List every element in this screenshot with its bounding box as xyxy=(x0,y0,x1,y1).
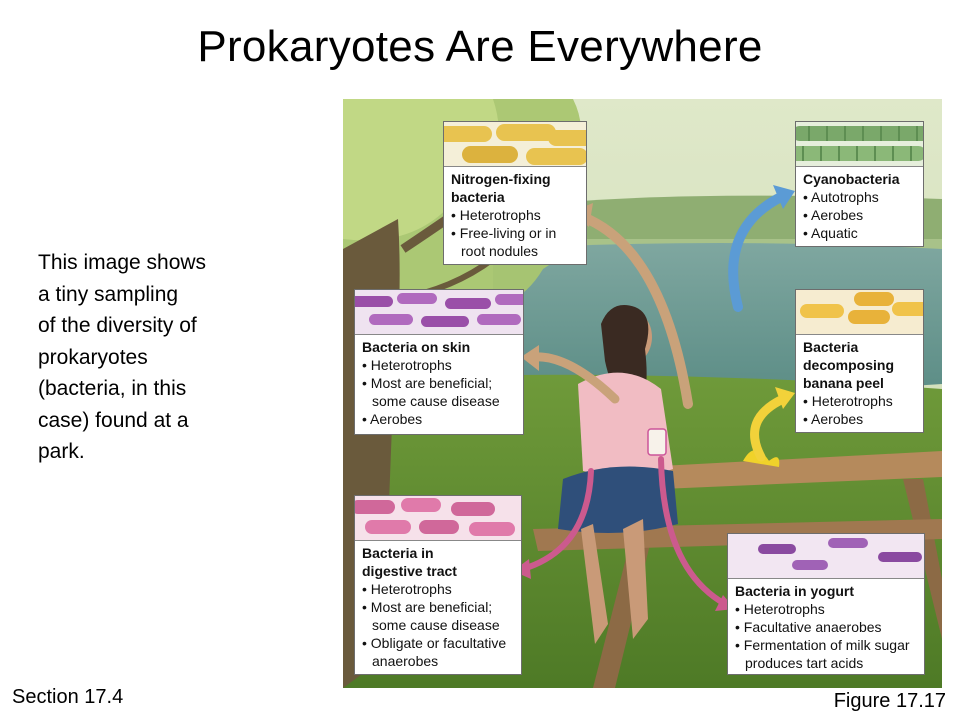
callout-heading: banana peel xyxy=(803,375,884,391)
callout-yogurt xyxy=(727,533,925,675)
bacterium-rod xyxy=(526,148,586,165)
callout-bullet: • Free-living or in root nodules xyxy=(451,224,580,260)
callout-bullet: • Aerobes xyxy=(362,410,517,428)
bacterium-rod xyxy=(496,124,556,141)
callout-heading: Cyanobacteria xyxy=(803,171,900,187)
bacterium-rod xyxy=(355,500,395,514)
callout-bullet: • Autotrophs xyxy=(803,188,917,206)
callout-heading: Bacteria in xyxy=(362,545,434,561)
section-label: Section 17.4 xyxy=(12,686,124,708)
callout-bullet: • Heterotrophs xyxy=(362,580,515,598)
body-line: This image shows xyxy=(38,251,207,274)
callout-heading: Bacteria in yogurt xyxy=(735,583,855,599)
bacterium-rod xyxy=(462,146,518,163)
bacterium-rod xyxy=(445,298,491,309)
callout-heading: decomposing xyxy=(803,357,895,373)
callout-bullet: • Aerobes xyxy=(803,410,917,428)
bacterium-rod xyxy=(892,302,923,316)
callout-bullet: • Obligate or facultative anaerobes xyxy=(362,634,515,670)
bacterium-rod xyxy=(419,520,459,534)
bacterium-rod xyxy=(369,314,413,325)
callout-digestive xyxy=(354,495,522,675)
bacterium-rod xyxy=(792,560,828,570)
slide-title: Prokaryotes Are Everywhere xyxy=(197,22,763,71)
cyano-cells-image xyxy=(796,122,923,167)
bacterium-rod xyxy=(451,502,495,516)
callout-bullet: • Aquatic xyxy=(803,224,917,242)
bacterium-rod xyxy=(401,498,441,512)
callout-cyanobacteria xyxy=(795,121,924,247)
yogurt-cells-image xyxy=(728,534,924,579)
yogurt-cup xyxy=(648,429,666,455)
body-line: (bacteria, in this xyxy=(38,377,187,400)
callout-heading: Bacteria xyxy=(803,339,859,355)
bacterium-rod xyxy=(758,544,796,554)
callout-bullet: • Fermentation of milk sugar produces tart acids xyxy=(735,636,918,672)
callout-nitrogen-fixing xyxy=(443,121,587,265)
callout-skin xyxy=(354,289,524,435)
body-line: of the diversity of xyxy=(38,314,197,337)
banana-cells-image xyxy=(796,290,923,335)
bacterium-rod xyxy=(469,522,515,536)
callout-bullet: • Most are beneficial; some cause disease xyxy=(362,374,517,410)
park-illustration xyxy=(343,99,942,688)
bacterium-rod xyxy=(444,126,492,142)
bacterium-rod xyxy=(878,552,922,562)
bacterium-rod xyxy=(848,310,890,324)
callout-bullet: • Heterotrophs xyxy=(362,356,517,374)
nitrogen-cells-image xyxy=(444,122,586,167)
body-line: a tiny sampling xyxy=(38,282,179,306)
slide-body-text xyxy=(38,247,288,468)
bacterium-rod xyxy=(495,294,523,305)
body-line: case) found at a xyxy=(38,408,189,432)
callout-bullet: • Aerobes xyxy=(803,206,917,224)
bacterium-rod xyxy=(800,304,844,318)
bacterium-rod xyxy=(477,314,521,325)
callout-heading: Bacteria on skin xyxy=(362,339,471,355)
bacterium-rod xyxy=(854,292,894,306)
cyano-chain xyxy=(796,126,923,141)
callout-bullet: • Heterotrophs xyxy=(803,392,917,410)
callout-bullet: • Most are beneficial; some cause disease xyxy=(362,598,515,634)
callout-bullet: • Heterotrophs xyxy=(451,206,580,224)
skin-cells-image xyxy=(355,290,523,335)
bacterium-rod xyxy=(365,520,411,534)
callout-heading: digestive tract xyxy=(362,563,457,579)
body-line: prokaryotes xyxy=(38,345,148,369)
callout-heading: bacteria xyxy=(451,189,505,205)
figure-label: Figure 17.17 xyxy=(833,690,946,712)
callout-heading: Nitrogen-fixing xyxy=(451,171,551,187)
bacterium-rod xyxy=(355,296,393,307)
digestive-cells-image xyxy=(355,496,521,541)
callout-bullet: • Heterotrophs xyxy=(735,600,918,618)
callout-banana xyxy=(795,289,924,433)
cyano-chain xyxy=(796,146,923,161)
bacterium-rod xyxy=(828,538,868,548)
callout-bullet: • Facultative anaerobes xyxy=(735,618,918,636)
bacterium-rod xyxy=(421,316,469,327)
bacterium-rod xyxy=(548,130,586,146)
bacterium-rod xyxy=(397,293,437,304)
body-line: park. xyxy=(38,440,85,463)
